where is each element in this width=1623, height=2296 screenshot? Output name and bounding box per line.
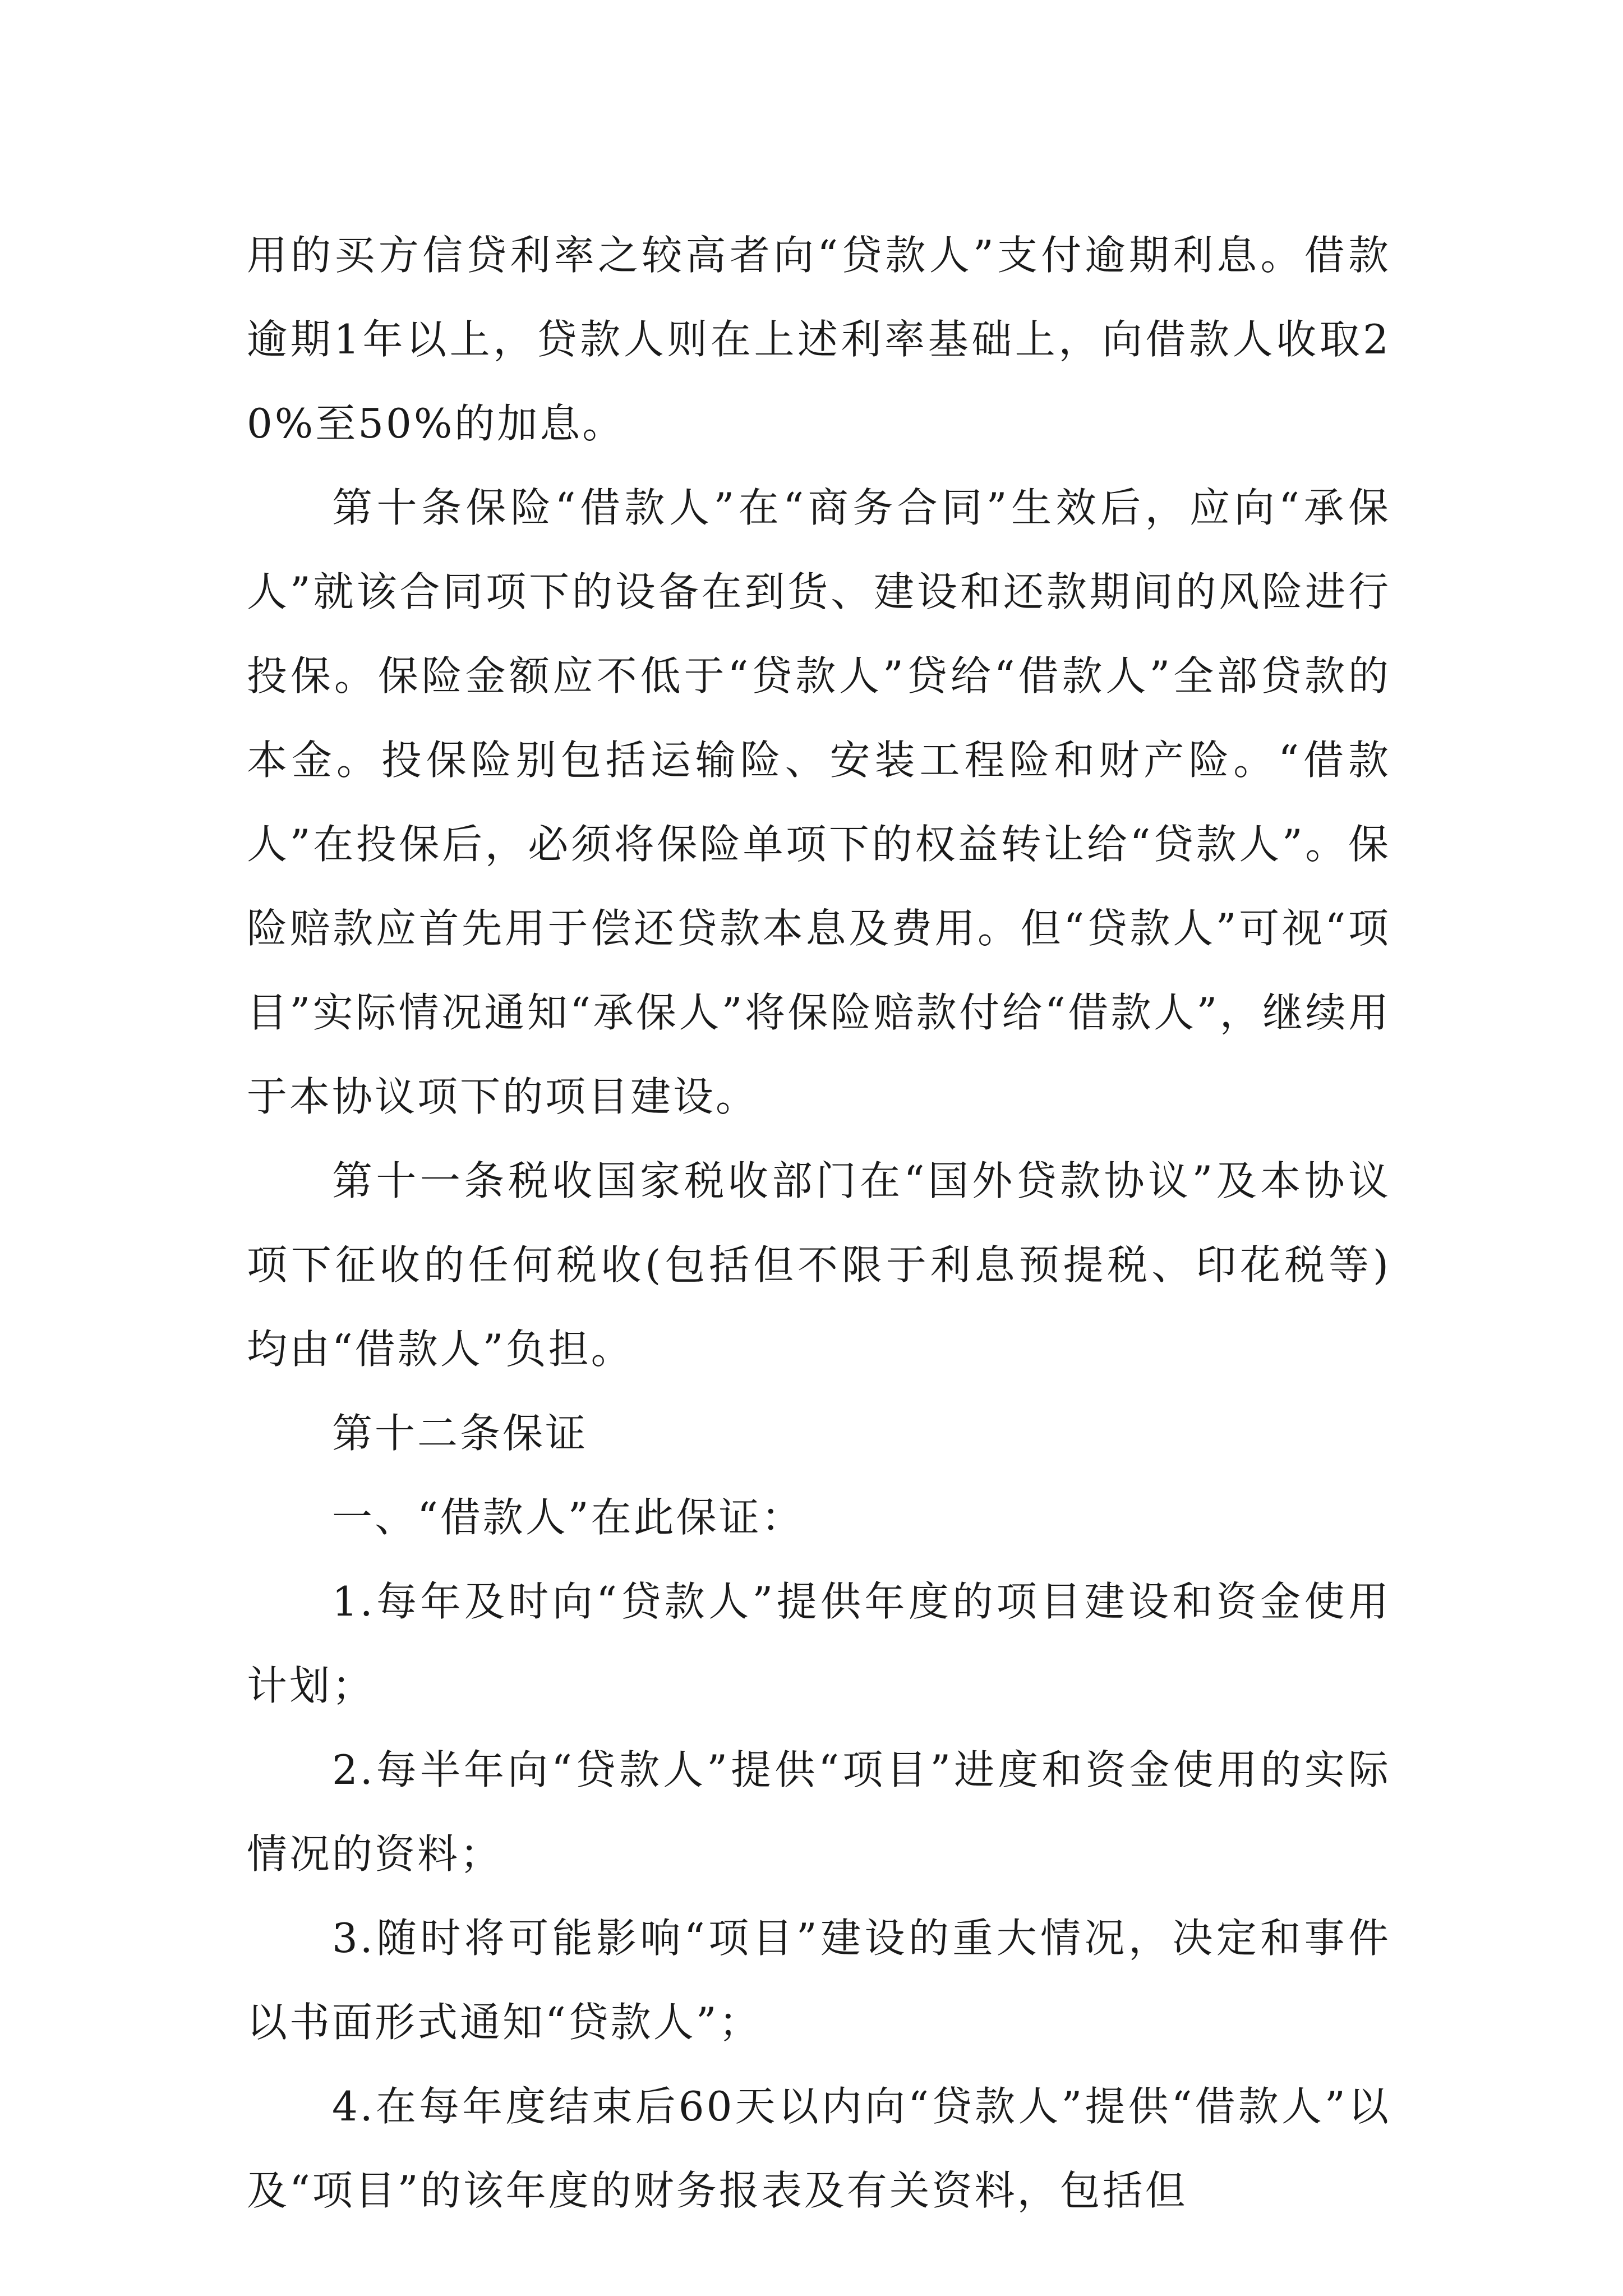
paragraph-guarantee-item-1: 1.每年及时向“贷款人”提供年度的项目建设和资金使用计划； <box>247 1578 1391 1709</box>
document-page <box>247 213 1391 2233</box>
paragraph-guarantee-item-4: 4.在每年度结束后60天以内向“贷款人”提供“借款人”以及“项目”的该年度的财务报表及有关资料，包括但 <box>247 2083 1391 2214</box>
paragraph-article-12-heading: 第十二条保证 <box>332 1410 588 1457</box>
paragraph-guarantee-item-2: 2.每半年向“贷款人”提供“项目”进度和资金使用的实际情况的资料； <box>247 1746 1391 1878</box>
paragraph-guarantee-item-3: 3.随时将可能影响“项目”建设的重大情况，决定和事件以书面形式通知“贷款人”； <box>247 1915 1391 2046</box>
paragraph-article-11-taxation: 第十一条税收国家税收部门在“国外贷款协议”及本协议项下征收的任何税收(包括但不限于利息预提税、印花税等)均由“借款人”负担。 <box>247 1157 1391 1373</box>
paragraph-borrower-guarantees-intro: 一、“借款人”在此保证： <box>332 1494 804 1541</box>
paragraph-overdue-interest: 用的买方信贷利率之较高者向“贷款人”支付逾期利息。借款逾期1年以上，贷款人则在上述利率基础上，向借款人收取20%至50%的加息。 <box>247 232 1391 447</box>
paragraph-article-10-insurance: 第十条保险“借款人”在“商务合同”生效后，应向“承保人”就该合同项下的设备在到货、建设和还款期间的风险进行投保。保险金额应不低于“贷款人”贷给“借款人”全部贷款的本金。投保险别包括运输险、安装工程险和财产险。“借款人”在投保后，必须将保险单项下的权益转让给“贷款人”。保险赔款应首先用于偿还贷款本息及费用。但“贷款人”可视“项目”实际情况通知“承保人”将保险赔款付给“借款人”，继续用于本协议项下的项目建设。 <box>247 484 1391 1120</box>
